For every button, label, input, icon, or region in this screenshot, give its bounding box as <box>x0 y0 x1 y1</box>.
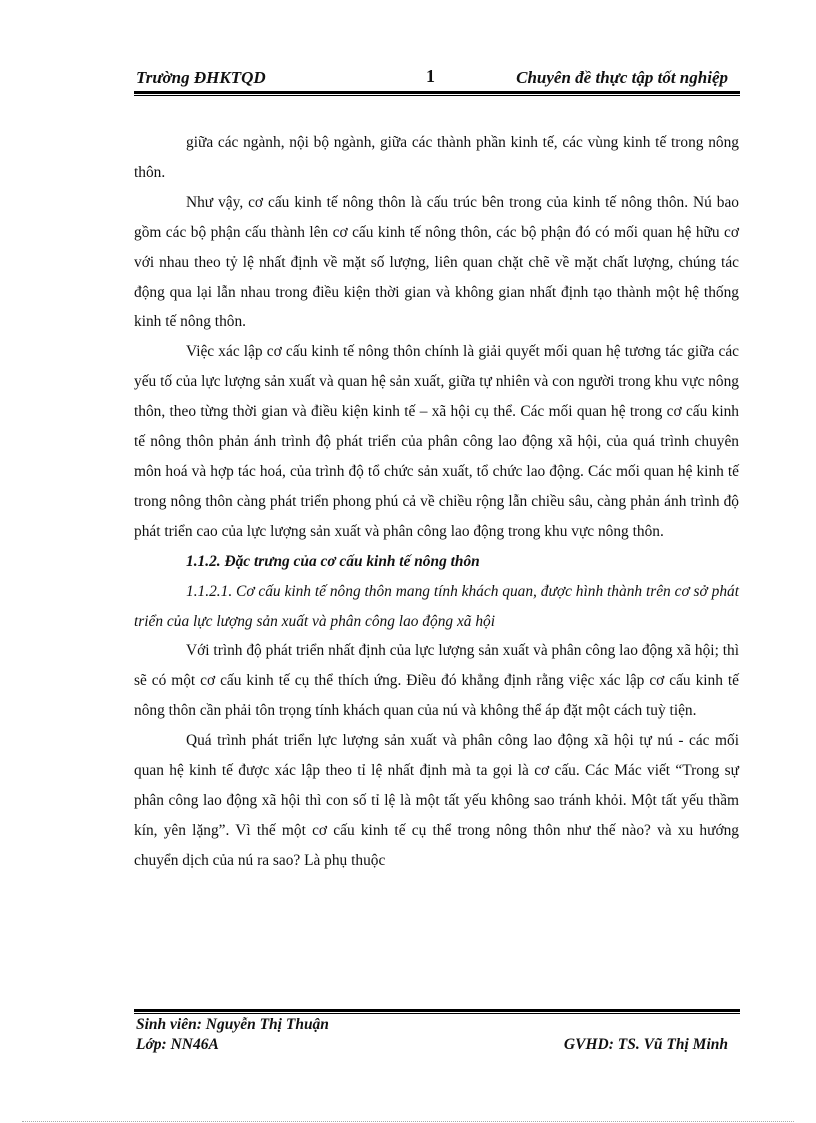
document-body <box>134 128 739 876</box>
page-number: 1 <box>426 66 435 86</box>
paragraph-1: giữa các ngành, nội bộ ngành, giữa các thành phần kinh tế, các vùng kinh tế trong nông thôn. <box>134 134 739 181</box>
header-school: Trường ĐHKTQD <box>136 68 266 87</box>
footer-rule-thick <box>134 1009 740 1012</box>
footer-advisor: GVHD: TS. Vũ Thị Minh <box>563 1036 728 1053</box>
paragraph-4: Với trình độ phát triển nhất định của lực lượng sản xuất và phân công lao động xã hội; thì sẽ có một cơ cấu kinh tế cụ thể thích ứng. Điều đó khẳng định rằng việc xác lập cơ cấu kinh tế nông thôn cần phải tôn trọng tính khách quan của nú và không thể áp đặt một cách tuỳ tiện. <box>134 642 739 720</box>
header-doc-title: Chuyên đề thực tập tốt nghiệp <box>516 68 728 87</box>
paragraph-3: Việc xác lập cơ cấu kinh tế nông thôn chính là giải quyết mối quan hệ tương tác giữa các yếu tố của lực lượng sản xuất và quan hệ sản xuất, giữa tự nhiên và con người trong khu vực nông thôn, theo từng thời gian và điều kiện kinh tế – xã hội cụ thể. Các mối quan hệ trong cơ cấu kinh tế nông thôn phản ánh trình độ phát triển của phân công lao động xã hội, của quá trình chuyên môn hoá và hợp tác hoá, của trình độ tổ chức sản xuất, tổ chức lao động. Các mối quan hệ kinh tế trong nông thôn càng phát triển phong phú cả về chiều rộng lẫn chiều sâu, càng phản ánh trình độ phát triển cao của lực lượng sản xuất và phân công lao động trong khu vực nông thôn. <box>134 343 739 540</box>
paragraph-2: Như vậy, cơ cấu kinh tế nông thôn là cấu trúc bên trong của kinh tế nông thôn. Nú bao gồm các bộ phận cấu thành lên cơ cấu kinh tế nông thôn, các bộ phận đó có mối quan hệ hữu cơ với nhau theo tỷ lệ nhất định về mặt số lượng, liên quan chặt chẽ về mặt chất lượng, chúng tác động qua lại lẫn nhau trong điều kiện thời gian và không gian nhất định tạo thành một hệ thống kinh tế nông thôn. <box>134 193 739 331</box>
footer-rule-thin <box>134 1013 740 1014</box>
page-header <box>134 66 740 90</box>
page-edge-dotted-line <box>22 1121 794 1122</box>
header-rule-thick <box>134 91 740 94</box>
subsection-heading: 1.1.2.1. Cơ cấu kinh tế nông thôn mang tính khách quan, được hình thành trên cơ sở phát triển của lực lượng sản xuất và phân công lao động xã hội <box>134 582 739 630</box>
footer-student: Sinh viên: Nguyễn Thị Thuận <box>136 1016 329 1033</box>
footer-class: Lớp: NN46A <box>136 1036 219 1053</box>
paragraph-5: Quá trình phát triển lực lượng sản xuất và phân công lao động xã hội tự nú - các mối quan hệ kinh tế được xác lập theo tỉ lệ nhất định mà ta gọi là cơ cấu. Các Mác viết “Trong sự phân công lao động xã hội thì con số tỉ lệ là một tất yếu không sao tránh khỏi. Một tất yếu thầm kín, yên lặng”. Vì thế một cơ cấu kinh tế cụ thể trong nông thôn như thế nào? và xu hướng chuyển dịch của nú ra sao? Là phụ thuộc <box>134 732 739 869</box>
section-heading: 1.1.2. Đặc trưng của cơ cấu kinh tế nông thôn <box>186 552 480 570</box>
header-rule-thin <box>134 95 740 96</box>
